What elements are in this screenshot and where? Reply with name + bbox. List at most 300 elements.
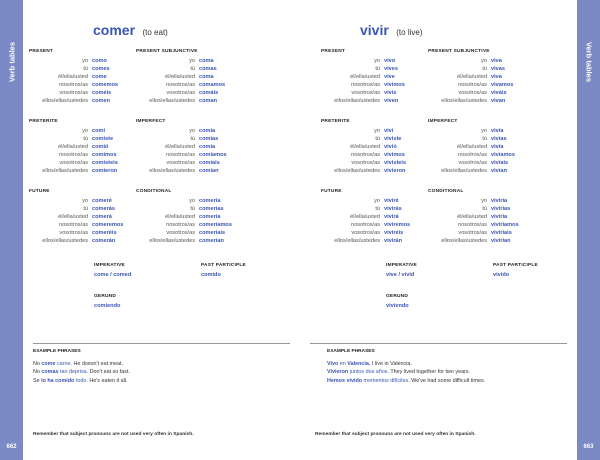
pronoun: tú	[375, 135, 380, 142]
imperative-block	[386, 262, 417, 279]
verb-form: comerá	[92, 213, 112, 220]
pronoun: ellos/ellas/ustedes	[441, 238, 487, 245]
conjugation-row	[321, 65, 405, 73]
side-tab-right	[577, 0, 600, 460]
verb-form: vivo	[384, 57, 396, 64]
pronoun: él/ella/usted	[350, 73, 380, 80]
verb-form: comeréis	[92, 229, 117, 236]
verb-form: vivirá	[384, 213, 399, 220]
pronoun: tú	[375, 65, 380, 72]
conjugation-row	[428, 97, 513, 105]
conjugation-row	[428, 205, 519, 213]
verb-form: viviría	[491, 213, 508, 220]
present-block	[321, 48, 405, 105]
verb-title	[360, 22, 423, 40]
verb-form: viviré	[384, 197, 399, 204]
conjugation-row	[29, 135, 118, 143]
verb-form: comerás	[92, 205, 116, 212]
conjugation-row	[321, 57, 405, 65]
conjugation-row	[29, 151, 118, 159]
conjugation-row	[321, 135, 406, 143]
verb-infinitive: comer	[93, 22, 136, 38]
pronoun: yo	[189, 197, 195, 204]
example-text: momentos difíciles.	[362, 377, 410, 384]
conjugation-row	[428, 167, 515, 175]
conjugation-row	[29, 65, 118, 73]
verb-form: comas	[199, 65, 217, 72]
conjugation-row	[428, 127, 515, 135]
conjugation-row	[136, 143, 227, 151]
conjugation-row	[29, 197, 123, 205]
verb-form: comiste	[92, 135, 114, 142]
tense-heading: IMPERFECT	[428, 119, 458, 124]
verb-form: comeríais	[199, 229, 226, 236]
examples-heading: EXAMPLE PHRASES	[327, 349, 375, 354]
gerund-form: viviendo	[386, 302, 409, 309]
pronoun: yo	[374, 127, 380, 134]
verb-form: comería	[199, 197, 221, 204]
conjugation-row	[29, 73, 118, 81]
verb-form: vivía	[491, 127, 504, 134]
preterite-block	[29, 118, 118, 175]
pronoun: nosotros/as	[458, 221, 487, 228]
verb-form: comían	[199, 168, 219, 175]
pronoun: yo	[189, 127, 195, 134]
pronoun: tú	[83, 65, 88, 72]
conjugation-row	[136, 213, 232, 221]
verb-form: come	[92, 73, 107, 80]
conjugation-row	[136, 81, 225, 89]
verb-form: viviría	[491, 197, 508, 204]
past-participle-heading: PAST PARTICIPLE	[201, 263, 246, 268]
verb-form: vives	[384, 65, 398, 72]
present-subjunctive-block	[428, 48, 513, 105]
verb-form: comíais	[199, 159, 220, 166]
verb-form: comió	[92, 143, 109, 150]
pronoun: vosotros/as	[458, 229, 487, 236]
conjugation-row	[321, 167, 406, 175]
tense-heading: PRESENT	[29, 49, 54, 54]
left-page	[23, 0, 300, 460]
example-verb: Vivo	[327, 361, 339, 368]
example-text: carne.	[55, 361, 72, 368]
pronoun: tú	[375, 205, 380, 212]
pronoun: él/ella/usted	[165, 73, 195, 80]
pronoun: vosotros/as	[166, 229, 195, 236]
conjugation-row	[136, 205, 232, 213]
pronoun: yo	[189, 57, 195, 64]
conjugation-row	[428, 135, 515, 143]
gerund-block	[94, 293, 120, 310]
pronoun: él/ella/usted	[58, 213, 88, 220]
pronoun: vosotros/as	[59, 89, 88, 96]
pronoun: tú	[83, 205, 88, 212]
conditional-block	[136, 188, 232, 245]
tense-heading: FUTURE	[321, 189, 342, 194]
pronoun: él/ella/usted	[165, 143, 195, 150]
example-text: todo.	[74, 377, 88, 384]
right-page	[300, 0, 577, 460]
verb-form: vivamos	[491, 81, 514, 88]
pronoun: él/ella/usted	[350, 143, 380, 150]
pronoun: él/ella/usted	[165, 213, 195, 220]
conjugation-row	[136, 167, 227, 175]
gerund-heading: GERUND	[94, 294, 116, 299]
examples-heading: EXAMPLE PHRASES	[33, 349, 81, 354]
page-number: 662	[6, 444, 17, 450]
example-text: juntos dos años.	[348, 369, 389, 376]
conjugation-row	[428, 89, 513, 97]
verb-form: comeré	[92, 197, 112, 204]
example-verb: Valencia.	[347, 361, 371, 368]
verb-form: vivías	[491, 135, 507, 142]
verb-form: comamos	[199, 81, 226, 88]
verb-form: viviremos	[384, 221, 411, 228]
present-block	[29, 48, 118, 105]
gerund-heading: GERUND	[386, 294, 408, 299]
tense-heading: PRESENT	[321, 49, 346, 54]
pronoun: vosotros/as	[351, 159, 380, 166]
verb-form: como	[92, 57, 107, 64]
pronoun: ellos/ellas/ustedes	[149, 168, 195, 175]
example-text: No	[33, 361, 42, 368]
verb-form: vivirás	[384, 205, 402, 212]
example-line	[33, 368, 130, 376]
future-block	[29, 188, 123, 245]
verb-form: vivimos	[384, 81, 405, 88]
verb-infinitive: vivir	[360, 22, 389, 38]
verb-form: viviríamos	[491, 221, 519, 228]
conjugation-row	[29, 221, 123, 229]
pronoun: él/ella/usted	[350, 213, 380, 220]
conjugation-row	[428, 81, 513, 89]
verb-form: viviríais	[491, 229, 512, 236]
conjugation-row	[29, 167, 118, 175]
conjugation-row	[136, 197, 232, 205]
verb-form: vivirían	[491, 238, 511, 245]
pronoun: ellos/ellas/ustedes	[149, 98, 195, 105]
pronoun: nosotros/as	[458, 81, 487, 88]
example-translation: We've had some difficult times.	[409, 377, 486, 384]
pronoun: yo	[374, 57, 380, 64]
pronoun: nosotros/as	[166, 221, 195, 228]
example-text: No	[33, 369, 42, 376]
pronoun: tú	[83, 135, 88, 142]
conjugation-row	[321, 97, 405, 105]
conjugation-row	[29, 57, 118, 65]
side-tab-title: Verb tables	[584, 41, 593, 83]
conjugation-row	[136, 127, 227, 135]
imperative-form: come / comed	[94, 271, 132, 278]
conjugation-row	[29, 127, 118, 135]
verb-form: comías	[199, 135, 219, 142]
gerund-block	[386, 293, 409, 310]
verb-gloss: (to live)	[396, 28, 423, 37]
verb-form: viví	[384, 127, 394, 134]
verb-form: vivimos	[384, 151, 405, 158]
past-participle-heading: PAST PARTICIPLE	[493, 263, 538, 268]
pronoun: ellos/ellas/ustedes	[42, 168, 88, 175]
conjugation-row	[136, 73, 225, 81]
verb-form: comemos	[92, 81, 119, 88]
pronoun: tú	[482, 135, 487, 142]
pronoun: yo	[82, 197, 88, 204]
pronoun: él/ella/usted	[58, 73, 88, 80]
conjugation-row	[428, 197, 519, 205]
pronoun: vosotros/as	[166, 89, 195, 96]
pronoun: nosotros/as	[59, 81, 88, 88]
pronoun: él/ella/usted	[457, 143, 487, 150]
pronoun: nosotros/as	[351, 151, 380, 158]
verb-form: comáis	[199, 89, 219, 96]
verb-form: comíamos	[199, 151, 227, 158]
verb-form: coma	[199, 73, 214, 80]
verb-form: vive	[384, 73, 395, 80]
verb-form: comía	[199, 143, 216, 150]
verb-form: comerían	[199, 238, 224, 245]
verb-form: vivíamos	[491, 151, 515, 158]
conjugation-row	[428, 65, 513, 73]
pronoun: vosotros/as	[166, 159, 195, 166]
pronoun: tú	[190, 65, 195, 72]
conjugation-row	[321, 237, 410, 245]
conjugation-row	[29, 97, 118, 105]
pronoun: yo	[481, 57, 487, 64]
verb-form: comeríamos	[199, 221, 232, 228]
pronoun: tú	[190, 135, 195, 142]
tense-heading: CONDITIONAL	[136, 189, 172, 194]
page-number: 663	[583, 444, 594, 450]
example-verb: Hemos vivido	[327, 377, 363, 384]
pronoun: ellos/ellas/ustedes	[149, 238, 195, 245]
verb-form: vivís	[384, 89, 397, 96]
verb-title	[93, 22, 168, 40]
verb-form: comisteis	[92, 159, 118, 166]
pronoun: nosotros/as	[166, 81, 195, 88]
pronoun: tú	[482, 205, 487, 212]
conjugation-row	[136, 221, 232, 229]
verb-form: viva	[491, 73, 502, 80]
imperative-heading: IMPERATIVE	[94, 263, 125, 268]
conjugation-row	[428, 151, 515, 159]
conjugation-row	[29, 205, 123, 213]
tense-heading: PRESENT SUBJUNCTIVE	[136, 49, 198, 54]
pronoun: él/ella/usted	[457, 213, 487, 220]
pronoun: él/ella/usted	[457, 73, 487, 80]
pronoun: ellos/ellas/ustedes	[42, 98, 88, 105]
verb-form: vivieron	[384, 168, 406, 175]
imperative-form: vive / vivid	[386, 271, 415, 278]
pronoun: nosotros/as	[59, 151, 88, 158]
pronoun: yo	[481, 127, 487, 134]
conjugation-row	[136, 97, 225, 105]
tense-heading: FUTURE	[29, 189, 50, 194]
example-translation: He's eaten it all.	[87, 377, 128, 384]
example-text: en	[338, 361, 348, 368]
pronoun: vosotros/as	[351, 229, 380, 236]
example-line	[327, 360, 485, 368]
verb-form: vivían	[491, 168, 507, 175]
conjugation-row	[321, 213, 410, 221]
conjugation-row	[428, 73, 513, 81]
example-phrases	[327, 348, 485, 385]
verb-form: viviste	[384, 135, 402, 142]
verb-gloss: (to eat)	[142, 28, 168, 37]
imperative-block	[94, 262, 131, 279]
verb-form: coma	[199, 57, 214, 64]
pronoun: vosotros/as	[59, 159, 88, 166]
preterite-block	[321, 118, 406, 175]
verb-form: vivió	[384, 143, 397, 150]
tense-heading: PRETERITE	[321, 119, 350, 124]
verb-form: comieron	[92, 168, 118, 175]
conjugation-row	[428, 221, 519, 229]
pronoun: vosotros/as	[458, 159, 487, 166]
example-line	[33, 377, 130, 385]
pronoun: nosotros/as	[351, 81, 380, 88]
conjugation-row	[428, 57, 513, 65]
conjugation-row	[29, 89, 118, 97]
side-tab-title: Verb tables	[7, 41, 16, 83]
example-text: Se	[33, 377, 42, 384]
tense-heading: PRETERITE	[29, 119, 58, 124]
conjugation-row	[136, 229, 232, 237]
example-translation: He doesn't eat meat.	[71, 361, 124, 368]
pronoun: vosotros/as	[59, 229, 88, 236]
conjugation-row	[321, 229, 410, 237]
pronoun: nosotros/as	[458, 151, 487, 158]
past-participle-form: vivido	[493, 271, 510, 278]
verb-form: vivíais	[491, 159, 509, 166]
conjugation-row	[136, 65, 225, 73]
conjugation-row	[428, 213, 519, 221]
conjugation-row	[321, 151, 406, 159]
conjugation-row	[321, 143, 406, 151]
imperfect-block	[136, 118, 227, 175]
verb-form: vivirán	[384, 238, 403, 245]
conjugation-row	[321, 89, 405, 97]
imperfect-block	[428, 118, 515, 175]
verb-form: coméis	[92, 89, 112, 96]
verb-form: comería	[199, 213, 221, 220]
pronoun: ellos/ellas/ustedes	[441, 98, 487, 105]
conjugation-row	[321, 221, 410, 229]
example-line	[327, 377, 485, 385]
conjugation-row	[321, 205, 410, 213]
conjugation-row	[428, 143, 515, 151]
conjugation-row	[428, 237, 519, 245]
verb-form: vivirías	[491, 205, 511, 212]
conjugation-row	[136, 89, 225, 97]
pronoun: ellos/ellas/ustedes	[334, 168, 380, 175]
conjugation-row	[136, 151, 227, 159]
pronoun: ellos/ellas/ustedes	[334, 238, 380, 245]
past-participle-form: comido	[201, 271, 221, 278]
conjugation-row	[29, 213, 123, 221]
footer-note: Remember that subject pronouns are not used very often in Spanish.	[33, 432, 194, 437]
pronoun: nosotros/as	[351, 221, 380, 228]
conjugation-row	[321, 81, 405, 89]
pronoun: ellos/ellas/ustedes	[42, 238, 88, 245]
side-tab-left	[0, 0, 23, 460]
verb-form: vivisteis	[384, 159, 407, 166]
example-line	[33, 360, 130, 368]
conjugation-row	[321, 127, 406, 135]
conjugation-row	[29, 81, 118, 89]
pronoun: vosotros/as	[458, 89, 487, 96]
conjugation-row	[29, 143, 118, 151]
pronoun: nosotros/as	[59, 221, 88, 228]
tense-heading: PRESENT SUBJUNCTIVE	[428, 49, 490, 54]
pronoun: yo	[481, 197, 487, 204]
conjugation-row	[136, 237, 232, 245]
verb-form: comerías	[199, 205, 224, 212]
conjugation-row	[136, 159, 227, 167]
conjugation-row	[29, 229, 123, 237]
pronoun: yo	[374, 197, 380, 204]
conjugation-row	[428, 229, 519, 237]
pronoun: ellos/ellas/ustedes	[441, 168, 487, 175]
conjugation-row	[428, 159, 515, 167]
example-translation: I live in Valencia.	[370, 361, 412, 368]
gerund-form: comiendo	[94, 302, 121, 309]
footer-note: Remember that subject pronouns are not used very often in Spanish.	[315, 432, 476, 437]
verb-form: coman	[199, 98, 218, 105]
conjugation-row	[321, 159, 406, 167]
tense-heading: CONDITIONAL	[428, 189, 464, 194]
present-subjunctive-block	[136, 48, 225, 105]
example-phrases	[33, 348, 130, 385]
verb-form: comeremos	[92, 221, 124, 228]
tense-heading: IMPERFECT	[136, 119, 166, 124]
example-verb: comas	[41, 369, 59, 376]
verb-form: comía	[199, 127, 216, 134]
pronoun: tú	[190, 205, 195, 212]
conditional-block	[428, 188, 519, 245]
verb-form: vivía	[491, 143, 504, 150]
divider	[310, 343, 567, 344]
divider	[33, 343, 290, 344]
verb-form: comen	[92, 98, 111, 105]
example-translation: They lived together for two years.	[388, 369, 471, 376]
example-verb: lo ha comido	[41, 377, 75, 384]
verb-form: comí	[92, 127, 106, 134]
example-translation: Don't eat so fast.	[88, 369, 130, 376]
example-verb: come	[41, 361, 56, 368]
verb-form: vivas	[491, 65, 505, 72]
imperative-heading: IMPERATIVE	[386, 263, 417, 268]
conjugation-row	[136, 135, 227, 143]
verb-form: viviréis	[384, 229, 404, 236]
conjugation-row	[29, 237, 123, 245]
past-participle-block	[493, 262, 538, 279]
conjugation-row	[136, 57, 225, 65]
verb-form: vivan	[491, 98, 506, 105]
verb-form: comes	[92, 65, 110, 72]
conjugation-row	[321, 197, 410, 205]
verb-form: comerán	[92, 238, 116, 245]
example-verb: Vivieron	[327, 369, 349, 376]
pronoun: tú	[482, 65, 487, 72]
conjugation-row	[29, 159, 118, 167]
example-line	[327, 368, 485, 376]
pronoun: nosotros/as	[166, 151, 195, 158]
future-block	[321, 188, 410, 245]
pronoun: ellos/ellas/ustedes	[334, 98, 380, 105]
verb-form: viva	[491, 57, 502, 64]
verb-form: comimos	[92, 151, 117, 158]
pronoun: él/ella/usted	[58, 143, 88, 150]
